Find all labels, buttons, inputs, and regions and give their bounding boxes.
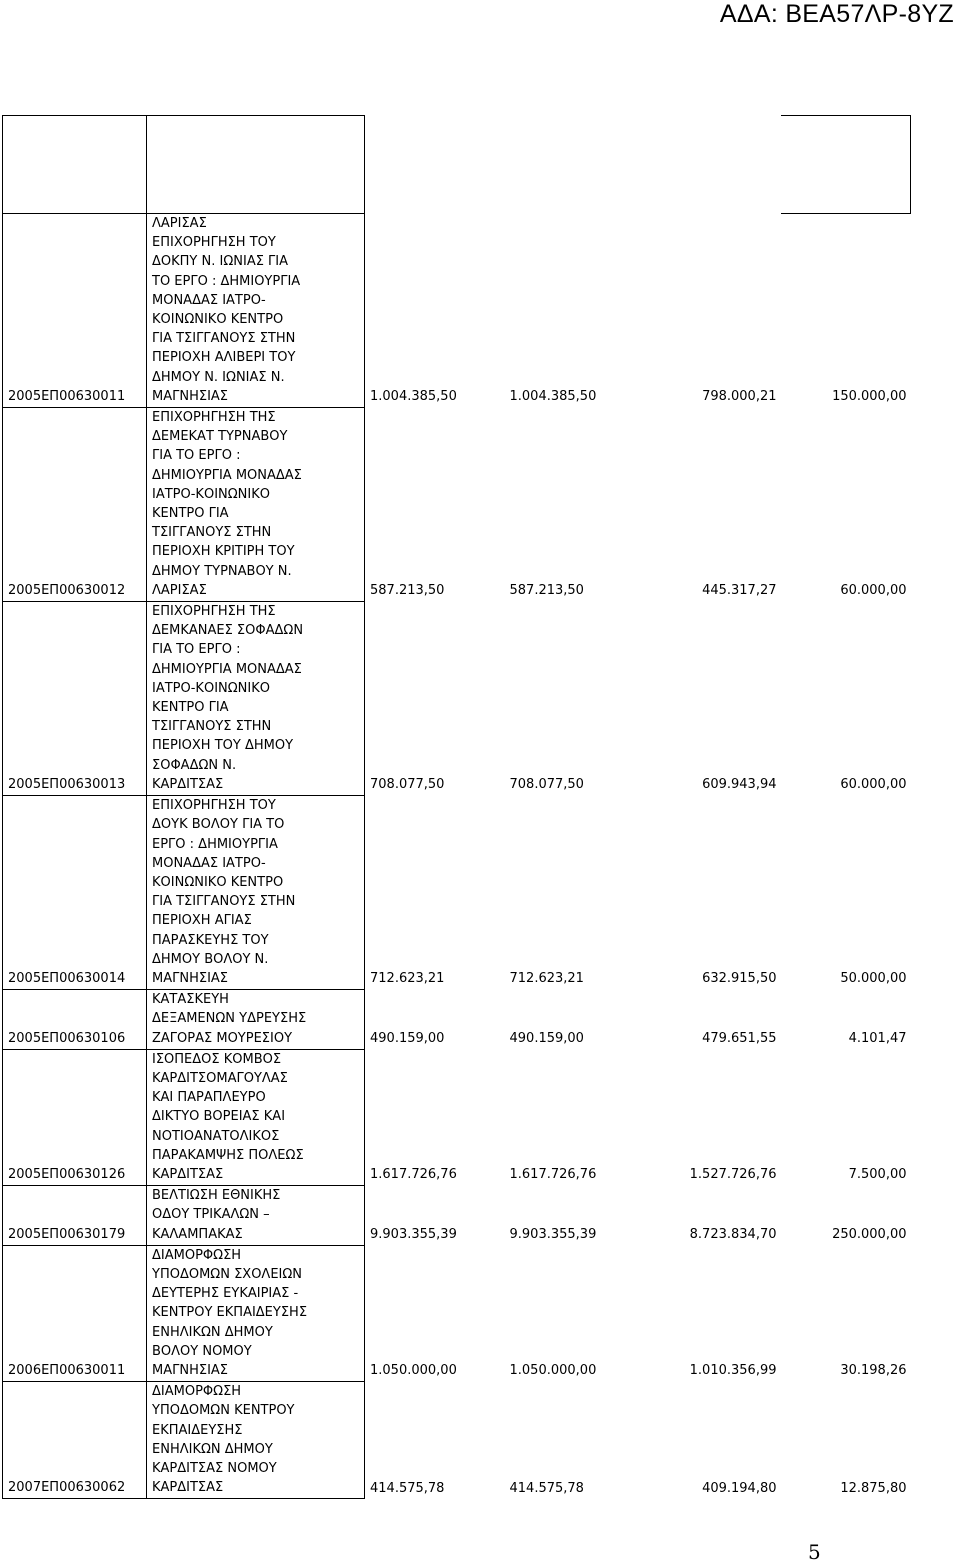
amount-4-cell: 250.000,00 (832, 1227, 907, 1243)
amount-4-cell: 150.000,00 (832, 389, 907, 405)
project-code-cell: 2005ΕΠ00630179 (3, 1186, 147, 1246)
amount-3-cell: 632.915,50 (702, 971, 777, 987)
table-row (3, 1186, 911, 1246)
projects-table (2, 115, 911, 1499)
amount-1-cell: 1.004.385,50 (370, 389, 457, 405)
amount-2-cell: 490.159,00 (509, 1031, 584, 1047)
amount-4-cell: 4.101,47 (848, 1031, 907, 1047)
project-code-cell: 2005ΕΠ00630106 (3, 990, 147, 1050)
amount-2-cell: 587.213,50 (509, 583, 584, 599)
projects-table-body (3, 116, 911, 1499)
amount-2-cell: 414.575,78 (509, 1480, 584, 1496)
project-title-cell: ΕΠΙΧΟΡΗΓΗΣΗ ΤΟΥ ΔΟΥΚ ΒΟΛΟΥ ΓΙΑ ΤΟ ΕΡΓΟ : ΔΗΜΙΟΥΡΓΙΑ ΜΟΝΑΔΑΣ ΙΑΤΡΟ- ΚΟΙΝΩΝΙΚΟ ΚΕΝΤΡΟ ΓΙΑ ΤΣΙΓΓΑΝΟΥΣ ΣΤΗΝ ΠΕΡΙΟΧΗ ΑΓΙΑΣ ΠΑΡΑΣΚΕΥΗΣ ΤΟΥ ΔΗΜΟΥ ΒΟΛΟΥ Ν. ΜΑΓΝΗΣΙΑΣ (147, 796, 365, 990)
project-title-cell: ΚΑΤΑΣΚΕΥΗ ΔΕΞΑΜΕΝΩΝ ΥΔΡΕΥΣΗΣ ΖΑΓΟΡΑΣ ΜΟΥΡΕΣΙΟΥ (147, 990, 365, 1050)
project-title-cell: ΔΙΑΜΟΡΦΩΣΗ ΥΠΟΔΟΜΩΝ ΣΧΟΛΕΙΩΝ ΔΕΥΤΕΡΗΣ ΕΥΚΑΙΡΙΑΣ - ΚΕΝΤΡΟΥ ΕΚΠΑΙΔΕΥΣΗΣ ΕΝΗΛΙΚΩΝ ΔΗΜΟΥ ΒΟΛΟΥ ΝΟΜΟΥ ΜΑΓΝΗΣΙΑΣ (147, 1245, 365, 1381)
amount-1-cell: 712.623,21 (370, 971, 445, 987)
empty-cell (147, 116, 365, 214)
amount-4-cell: 50.000,00 (840, 971, 907, 987)
table-row (3, 796, 911, 990)
empty-cell (3, 116, 147, 214)
amount-2-cell: 1.617.726,76 (509, 1167, 597, 1183)
amount-4-cell: 12.875,80 (840, 1480, 907, 1496)
table-row-header-spacer (3, 116, 911, 214)
empty-cell (365, 116, 505, 214)
ada-code: ΑΔΑ: ΒΕΑ57ΛΡ-8ΥΖ (719, 0, 954, 28)
table-row (3, 1382, 911, 1499)
amount-1-cell: 490.159,00 (370, 1031, 445, 1047)
amount-4-cell: 60.000,00 (840, 777, 907, 793)
project-code-cell: 2006ΕΠ00630011 (3, 1245, 147, 1381)
table-row (3, 1049, 911, 1185)
project-code-cell: 2007ΕΠ00630062 (3, 1382, 147, 1499)
project-title-cell: ΕΠΙΧΟΡΗΓΗΣΗ ΤΗΣ ΔΕΜΕΚΑΤ ΤΥΡΝΑΒΟΥ ΓΙΑ ΤΟ ΕΡΓΟ : ΔΗΜΙΟΥΡΓΙΑ ΜΟΝΑΔΑΣ ΙΑΤΡΟ-ΚΟΙΝΩΝΙΚΟ ΚΕΝΤΡΟ ΓΙΑ ΤΣΙΓΓΑΝΟΥΣ ΣΤΗΝ ΠΕΡΙΟΧΗ ΚΡΙΤΙΡΗ ΤΟΥ ΔΗΜΟΥ ΤΥΡΝΑΒΟΥ Ν. ΛΑΡΙΣΑΣ (147, 408, 365, 602)
amount-4-cell: 30.198,26 (840, 1363, 907, 1379)
project-code-cell: 2005ΕΠ00630012 (3, 408, 147, 602)
empty-cell (505, 116, 641, 214)
amount-3-cell: 1.527.726,76 (689, 1167, 777, 1183)
amount-3-cell: 445.317,27 (702, 583, 777, 599)
project-code-cell: 2005ΕΠ00630126 (3, 1049, 147, 1185)
empty-cell (781, 116, 911, 214)
project-title-cell: ΕΠΙΧΟΡΗΓΗΣΗ ΤΗΣ ΔΕΜΚΑΝΑΕΣ ΣΟΦΑΔΩΝ ΓΙΑ ΤΟ ΕΡΓΟ : ΔΗΜΙΟΥΡΓΙΑ ΜΟΝΑΔΑΣ ΙΑΤΡΟ-ΚΟΙΝΩΝΙΚΟ ΚΕΝΤΡΟ ΓΙΑ ΤΣΙΓΓΑΝΟΥΣ ΣΤΗΝ ΠΕΡΙΟΧΗ ΤΟΥ ΔΗΜΟΥ ΣΟΦΑΔΩΝ Ν. ΚΑΡΔΙΤΣΑΣ (147, 602, 365, 796)
amount-2-cell: 1.004.385,50 (509, 389, 597, 405)
amount-2-cell: 9.903.355,39 (509, 1227, 597, 1243)
amount-1-cell: 708.077,50 (370, 777, 445, 793)
amount-2-cell: 708.077,50 (509, 777, 584, 793)
amount-1-cell: 1.617.726,76 (370, 1167, 457, 1183)
amount-2-cell: 712.623,21 (509, 971, 584, 987)
project-title-cell: ΛΑΡΙΣΑΣ ΕΠΙΧΟΡΗΓΗΣΗ ΤΟΥ ΔΟΚΠΥ Ν. ΙΩΝΙΑΣ ΓΙΑ ΤΟ ΕΡΓΟ : ΔΗΜΙΟΥΡΓΙΑ ΜΟΝΑΔΑΣ ΙΑΤΡΟ- ΚΟΙΝΩΝΙΚΟ ΚΕΝΤΡΟ ΓΙΑ ΤΣΙΓΓΑΝΟΥΣ ΣΤΗΝ ΠΕΡΙΟΧΗ ΑΛΙΒΕΡΙ ΤΟΥ ΔΗΜΟΥ Ν. ΙΩΝΙΑΣ Ν. ΜΑΓΝΗΣΙΑΣ (147, 214, 365, 408)
amount-4-cell: 7.500,00 (848, 1167, 907, 1183)
amount-1-cell: 9.903.355,39 (370, 1227, 457, 1243)
table-row (3, 602, 911, 796)
project-title-cell: ΙΣΟΠΕΔΟΣ ΚΟΜΒΟΣ ΚΑΡΔΙΤΣΟΜΑΓΟΥΛΑΣ ΚΑΙ ΠΑΡΑΠΛΕΥΡΟ ΔΙΚΤΥΟ ΒΟΡΕΙΑΣ ΚΑΙ ΝΟΤΙΟΑΝΑΤΟΛΙΚΟΣ ΠΑΡΑΚΑΜΨΗΣ ΠΟΛΕΩΣ ΚΑΡΔΙΤΣΑΣ (147, 1049, 365, 1185)
project-code-cell: 2005ΕΠ00630013 (3, 602, 147, 796)
project-code-cell: 2005ΕΠ00630014 (3, 796, 147, 990)
amount-3-cell: 798.000,21 (702, 389, 777, 405)
amount-3-cell: 8.723.834,70 (689, 1227, 777, 1243)
table-row (3, 408, 911, 602)
project-title-cell: ΔΙΑΜΟΡΦΩΣΗ ΥΠΟΔΟΜΩΝ ΚΕΝΤΡΟΥ ΕΚΠΑΙΔΕΥΣΗΣ ΕΝΗΛΙΚΩΝ ΔΗΜΟΥ ΚΑΡΔΙΤΣΑΣ ΝΟΜΟΥ ΚΑΡΔΙΤΣΑΣ (147, 1382, 365, 1499)
table-row (3, 990, 911, 1050)
amount-3-cell: 1.010.356,99 (689, 1363, 777, 1379)
amount-4-cell: 60.000,00 (840, 583, 907, 599)
amount-3-cell: 609.943,94 (702, 777, 777, 793)
table-row (3, 214, 911, 408)
project-title-cell: ΒΕΛΤΙΩΣΗ ΕΘΝΙΚΗΣ ΟΔΟΥ ΤΡΙΚΑΛΩΝ – ΚΑΛΑΜΠΑΚΑΣ (147, 1186, 365, 1246)
amount-3-cell: 409.194,80 (702, 1480, 777, 1496)
amount-1-cell: 587.213,50 (370, 583, 445, 599)
amount-1-cell: 1.050.000,00 (370, 1363, 457, 1379)
amount-2-cell: 1.050.000,00 (509, 1363, 597, 1379)
table-row (3, 1245, 911, 1381)
project-code-cell: 2005ΕΠ00630011 (3, 214, 147, 408)
amount-1-cell: 414.575,78 (370, 1480, 445, 1496)
page-number: 5 (808, 1540, 821, 1564)
amount-3-cell: 479.651,55 (702, 1031, 777, 1047)
empty-cell (641, 116, 781, 214)
